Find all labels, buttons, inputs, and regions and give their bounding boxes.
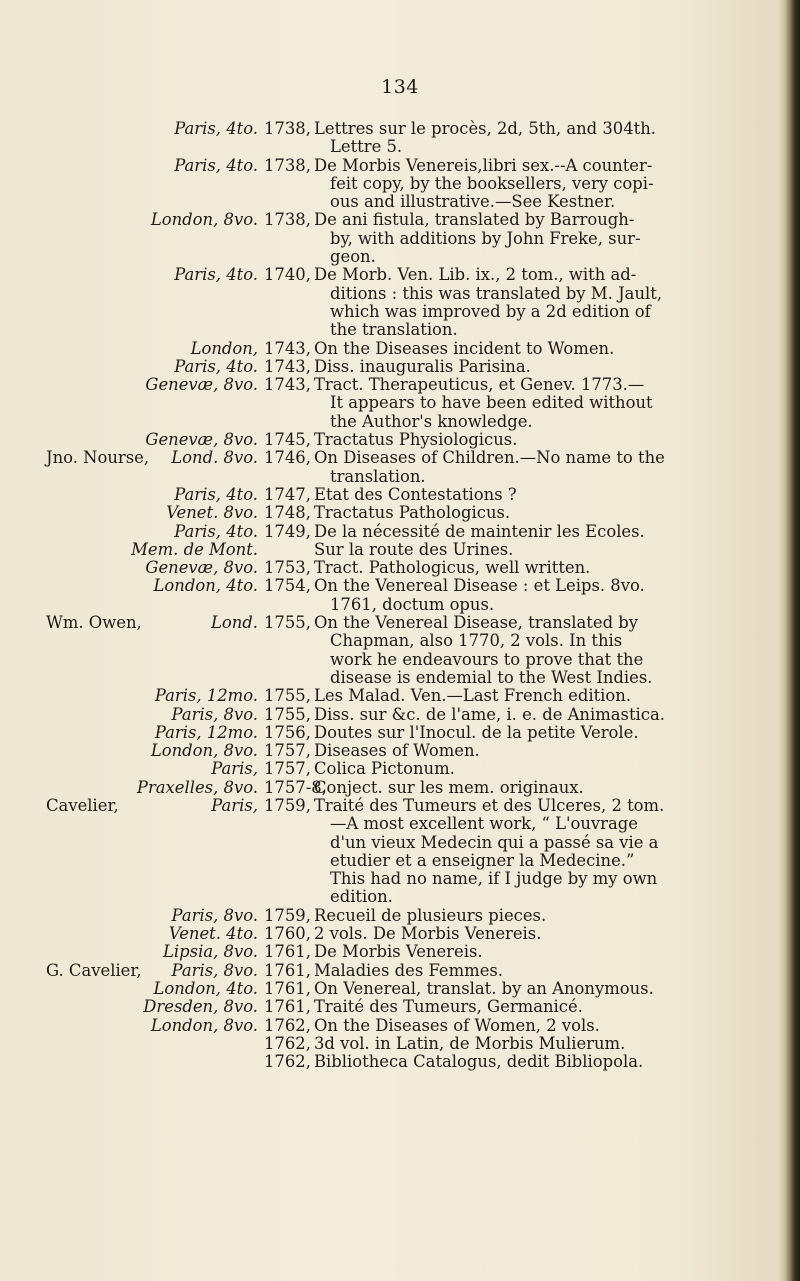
entry-place: Paris, 4to. [174,265,258,285]
entry-line [0,376,800,394]
bibliography-entry [0,724,800,742]
bibliography-entry [0,760,800,778]
bibliography-entry [0,907,800,925]
entry-text: etudier et a enseigner la Medecine.” [330,850,635,870]
bibliography-entry [0,687,800,705]
entry-text: Maladies des Femmes. [314,960,504,980]
bibliography-entry [0,486,800,504]
entry-line [0,925,800,943]
entry-text: De Morbis Venereis. [314,942,483,962]
entry-line [0,248,800,266]
entry-text: Conject. sur les mem. originaux. [314,777,584,797]
entry-line [0,834,800,852]
entry-place: Paris, 8vo. [171,905,258,925]
entry-text: 1761, doctum opus. [330,594,495,614]
entry-text: 3d vol. in Latin, de Morbis Mulierum. [314,1033,626,1053]
entry-line [0,175,800,193]
bibliography-entry [0,431,800,449]
entry-place: Paris, [211,759,258,779]
entry-text: work he endeavours to prove that the [330,649,644,669]
entry-text: On the Venereal Disease, translated by [314,613,639,633]
entry-year: 1745, [264,430,311,450]
entry-year: 1747, [264,484,311,504]
bibliography-entry [0,523,800,541]
entry-text: disease is endemial to the West Indies. [330,667,653,687]
entry-line [0,193,800,211]
entry-place: Venet. 8vo. [166,503,258,523]
bibliography-entry [0,120,800,157]
entry-year: 1755, [264,686,311,706]
entry-place: Praxelles, 8vo. [136,777,258,797]
entry-year: 1757, [264,759,311,779]
entry-year: 1748, [264,503,311,523]
entry-text: Chapman, also 1770, 2 vols. In this [330,631,623,651]
bibliography-entry [0,1017,800,1035]
entry-line [0,120,800,138]
bibliography-entry [0,925,800,943]
entry-text: Bibliotheca Catalogus, dedit Bibliopola. [314,1052,644,1072]
entry-text: the Author's knowledge. [330,411,533,431]
entry-text: On the Venereal Disease : et Leips. 8vo. [314,576,645,596]
entry-text: On Venereal, translat. by an Anonymous. [314,978,654,998]
entry-place: Genevæ, 8vo. [145,430,258,450]
entry-text: It appears to have been edited without [330,393,653,413]
entry-place: Paris, 8vo. [171,960,258,980]
entry-place: London, 8vo. [150,210,258,230]
entry-line [0,138,800,156]
bibliography-entry [0,559,800,577]
entry-line [0,706,800,724]
entry-line [0,285,800,303]
entry-place: Paris, 8vo. [171,704,258,724]
entry-line [0,980,800,998]
entry-text: On Diseases of Children.—No name to the [314,448,665,468]
entry-line [0,742,800,760]
entry-year: 1743, [264,375,311,395]
bibliography-entry [0,1053,800,1071]
entry-text: Tract. Pathologicus, well written. [314,558,591,578]
entry-place: Lond. [210,613,258,633]
entry-place: Mem. de Mont. [131,539,258,559]
entry-text: Recueil de plusieurs pieces. [314,905,547,925]
entry-line [0,760,800,778]
entry-place: Paris, 12mo. [154,722,258,742]
entry-line [0,632,800,650]
entry-text: De Morbis Venereis,libri sex.--A counter- [314,155,653,175]
entry-text: feit copy, by the booksellers, very copi- [330,173,654,193]
entry-year: 1761, [264,942,311,962]
entry-place: Genevæ, 8vo. [145,558,258,578]
entry-text: ous and illustrative.—See Kestner. [330,192,616,212]
entry-place: London, 4to. [153,978,258,998]
entry-line [0,157,800,175]
entry-year: 1749, [264,521,311,541]
bibliography-entry [0,614,800,687]
entry-year: 1762, [264,1015,311,1035]
bibliography-entry [0,541,800,559]
entry-text: On the Diseases incident to Women. [314,338,615,358]
entry-author: Cavelier, [46,795,119,815]
page-number: 134 [381,76,419,98]
entry-line [0,779,800,797]
entry-line [0,1017,800,1035]
entry-line [0,1035,800,1053]
bibliography-entry [0,943,800,961]
bibliography-entry [0,211,800,266]
entry-text: On the Diseases of Women, 2 vols. [314,1015,600,1035]
entry-year: 1762, [264,1052,311,1072]
entry-line [0,651,800,669]
entry-line [0,1053,800,1071]
entry-line [0,468,800,486]
entry-line [0,870,800,888]
entry-line [0,340,800,358]
entry-line [0,358,800,376]
entry-text: Lettres sur le procès, 2d, 5th, and 304th. [314,119,656,138]
entry-text: Lettre 5. [330,137,403,157]
entry-year: 1738, [264,119,311,138]
entry-text: Diss. inauguralis Parisina. [314,356,531,376]
entry-line [0,321,800,339]
entry-year: 1746, [264,448,311,468]
entry-text: by, with additions by John Freke, sur- [330,228,641,248]
entry-text: d'un vieux Medecin qui a passé sa vie a [330,832,659,852]
entry-line [0,577,800,595]
entry-place: Paris, [211,795,258,815]
entry-year: 1756, [264,722,311,742]
bibliography-entry [0,577,800,614]
entry-text: Traité des Tumeurs, Germanicé. [314,997,583,1017]
bibliography-entry [0,340,800,358]
entry-text: which was improved by a 2d edition of [330,301,651,321]
entry-text: Doutes sur l'Inocul. de la petite Verole. [314,722,639,742]
bibliography-entry [0,962,800,980]
entry-line [0,797,800,815]
entry-line [0,687,800,705]
entry-line [0,303,800,321]
entry-line [0,852,800,870]
entry-line [0,724,800,742]
bibliography-entry [0,1035,800,1053]
entry-place: London, [190,338,258,358]
entry-line [0,266,800,284]
bibliography-entry [0,797,800,907]
entry-text: This had no name, if I judge by my own [330,869,658,889]
entry-line [0,486,800,504]
entry-line [0,888,800,906]
entry-year: 1760, [264,924,311,944]
entry-line [0,907,800,925]
entry-text: Sur la route des Urines. [314,539,514,559]
entry-year: 1757, [264,741,311,761]
entry-year: 1743, [264,356,311,376]
entry-text: Tractatus Physiologicus. [314,430,518,450]
entry-place: Paris, 4to. [174,119,258,138]
entry-place: London, 8vo. [150,741,258,761]
entry-line [0,815,800,833]
entry-year: 1738, [264,210,311,230]
bibliography-entry [0,980,800,998]
bibliography-entry [0,157,800,212]
entry-line [0,559,800,577]
entry-line [0,413,800,431]
entry-text: geon. [330,247,376,267]
bibliography-entry [0,779,800,797]
entry-text: Tractatus Pathologicus. [314,503,511,523]
entry-place: Paris, 4to. [174,484,258,504]
entry-text: Diss. sur &c. de l'ame, i. e. de Animastica. [314,704,665,724]
entry-line [0,449,800,467]
entry-year: 1755, [264,613,311,633]
entry-line [0,669,800,687]
entry-place: London, 8vo. [150,1015,258,1035]
entry-place: London, 4to. [153,576,258,596]
entry-text: ditions : this was translated by M. Jault, [330,283,663,303]
entry-year: 1753, [264,558,311,578]
bibliography-entry [0,742,800,760]
entry-text: De Morb. Ven. Lib. ix., 2 tom., with ad- [314,265,637,285]
entry-text: Etat des Contestations ? [314,484,517,504]
entry-author: Jno. Nourse, [46,448,150,468]
entry-text: Colica Pictonum. [314,759,455,779]
entry-text: Les Malad. Ven.—Last French edition. [314,686,632,706]
entry-line [0,962,800,980]
entry-year: 1759, [264,795,311,815]
entry-text: edition. [330,887,393,907]
entry-place: Paris, 12mo. [154,686,258,706]
entry-year: 1761, [264,978,311,998]
entry-author: G. Cavelier, [46,960,142,980]
entry-line [0,394,800,412]
entry-text: Traité des Tumeurs et des Ulceres, 2 tom. [314,795,665,815]
entry-line [0,541,800,559]
entry-author: Wm. Owen, [46,613,142,633]
entry-place: Paris, 4to. [174,521,258,541]
entry-line [0,211,800,229]
bibliography-entry [0,376,800,431]
entry-year: 1762, [264,1033,311,1053]
entry-text: the translation. [330,320,458,340]
bibliography-entry [0,449,800,486]
bibliography-list [0,120,800,1071]
entry-line [0,523,800,541]
entry-year: 1754, [264,576,311,596]
entry-year: 1761, [264,997,311,1017]
entry-year: 1755, [264,704,311,724]
entry-text: —A most excellent work, “ L'ouvrage [330,814,638,834]
entry-place: Genevæ, 8vo. [145,375,258,395]
entry-line [0,596,800,614]
entry-place: Paris, 4to. [174,155,258,175]
entry-place: Lond. 8vo. [171,448,258,468]
entry-text: Diseases of Women. [314,741,480,761]
bibliography-entry [0,358,800,376]
entry-year: 1757-8, [264,777,327,797]
entry-place: Dresden, 8vo. [143,997,258,1017]
entry-text: translation. [330,466,426,486]
entry-year: 1761, [264,960,311,980]
bibliography-entry [0,266,800,339]
entry-line [0,431,800,449]
entry-year: 1759, [264,905,311,925]
entry-year: 1740, [264,265,311,285]
entry-line [0,504,800,522]
entry-line [0,230,800,248]
entry-line [0,943,800,961]
bibliography-entry [0,706,800,724]
entry-year: 1743, [264,338,311,358]
entry-text: De la nécessité de maintenir les Ecoles. [314,521,645,541]
entry-place: Venet. 4to. [168,924,258,944]
entry-text: De ani fistula, translated by Barrough- [314,210,635,230]
entry-text: 2 vols. De Morbis Venereis. [314,924,542,944]
entry-line [0,614,800,632]
entry-place: Lipsia, 8vo. [163,942,258,962]
entry-place: Paris, 4to. [174,356,258,376]
entry-year: 1738, [264,155,311,175]
bibliography-entry [0,504,800,522]
bibliography-entry [0,998,800,1016]
entry-line [0,998,800,1016]
entry-text: Tract. Therapeuticus, et Genev. 1773.— [314,375,645,395]
